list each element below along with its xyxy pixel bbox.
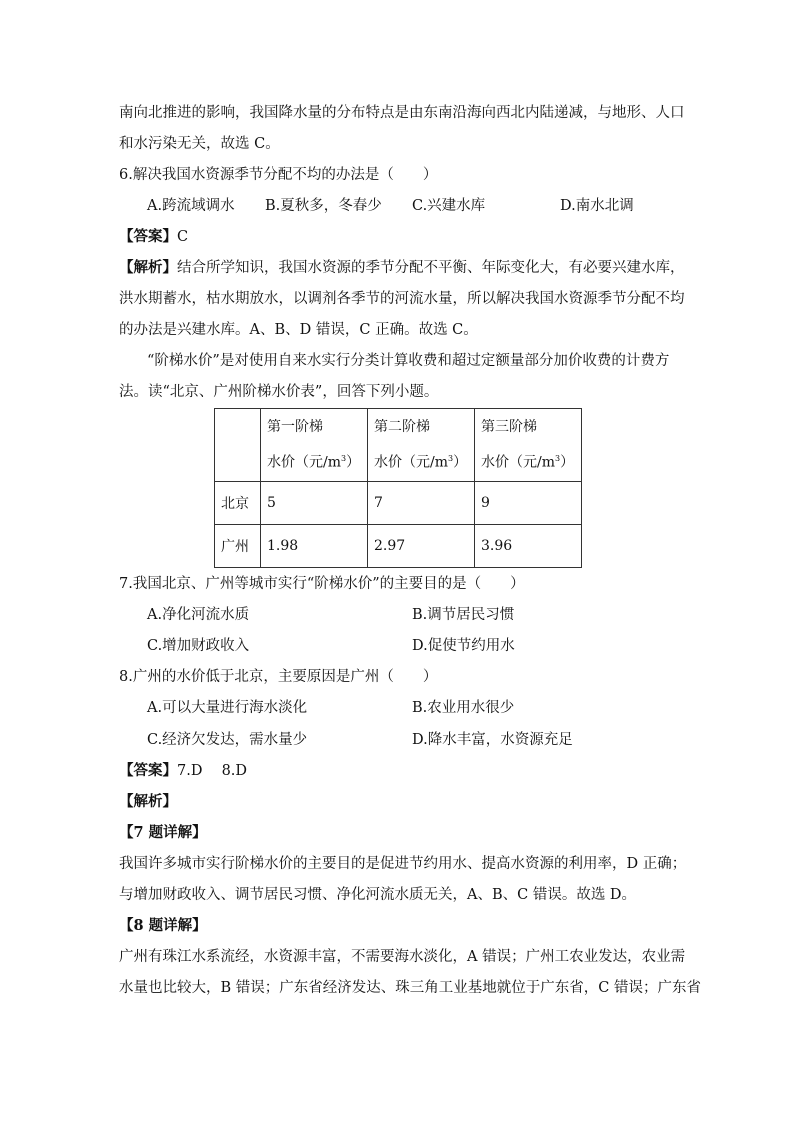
q6-analysis-line: 洪水期蓄水，枯水期放水，以调剂各季节的河流水量，所以解决我国水资源季节分配不均	[119, 291, 685, 307]
table-header-cell: 第二阶梯 水价（元$/m^3$）	[368, 409, 475, 482]
q6-option-a: A.跨流域调水	[147, 198, 235, 214]
q6-option-b: B.夏秋多，冬春少	[265, 198, 382, 214]
table-city-cell: 北京	[215, 482, 261, 525]
q6-option-d: D.南水北调	[560, 198, 634, 214]
question-8-stem: 8.广州的水价低于北京，主要原因是广州（ ）	[119, 669, 438, 685]
q6-option-c: C.兴建水库	[412, 198, 486, 214]
table-corner-cell	[215, 409, 261, 482]
q6-answer	[119, 227, 188, 247]
answer-label: 【答案】	[119, 228, 177, 245]
table-header-cell: 第一阶梯 水价（元$/m^3$）	[261, 409, 368, 482]
detail-8-line: 广州有珠江水系流经，水资源丰富，不需要海水淡化，A 错误；广州工农业发达，农业需	[119, 949, 686, 965]
answer-label: 【答案】	[119, 762, 177, 779]
table-city-cell: 广州	[215, 525, 261, 568]
table-row	[215, 525, 582, 568]
q8-option-c: C.经济欠发达，需水量少	[147, 732, 308, 748]
analysis-text: 结合所学知识，我国水资源的季节分配不平衡、年际变化大，有必要兴建水库，	[177, 260, 685, 276]
analysis-heading: 【解析】	[119, 793, 177, 810]
water-price-table	[214, 408, 582, 568]
detail-7-heading: 【7 题详解】	[119, 824, 207, 841]
table-cell: 3.96	[475, 525, 582, 568]
q8-option-d: D.降水丰富，水资源充足	[412, 732, 573, 748]
table-row	[215, 482, 582, 525]
q6-analysis-line: 的办法是兴建水库。A、B、D 错误，C 正确。故选 C。	[119, 322, 478, 338]
paragraph-line: 和水污染无关，故选 C。	[119, 136, 280, 152]
detail-8-line: 水量也比较大，B 错误；广东省经济发达、珠三角工业基地就位于广东省，C 错误；广东省	[119, 980, 701, 996]
detail-7-line: 我国许多城市实行阶梯水价的主要目的是促进节约用水、提高水资源的利用率，D 正确；	[119, 856, 687, 872]
table-cell: 2.97	[368, 525, 475, 568]
q7-option-a: A.净化河流水质	[147, 607, 250, 623]
intro-line: “阶梯水价”是对使用自来水实行分类计算收费和超过定额量部分加价收费的计费方	[147, 353, 670, 369]
table-header-row	[215, 409, 582, 482]
detail-8-heading: 【8 题详解】	[119, 917, 207, 934]
q8-option-b: B.农业用水很少	[412, 700, 515, 716]
intro-line: 法。读“北京、广州阶梯水价表”，回答下列小题。	[119, 384, 439, 400]
q7-option-c: C.增加财政收入	[147, 638, 250, 654]
q7-option-b: B.调节居民习惯	[412, 607, 515, 623]
question-6-stem: 6.解决我国水资源季节分配不均的办法是（ ）	[119, 167, 438, 183]
answer-value: C	[177, 229, 189, 245]
q78-answer	[119, 761, 247, 781]
paragraph-line: 南向北推进的影响，我国降水量的分布特点是由东南沿海向西北内陆递减，与地形、人口	[119, 105, 685, 121]
table-cell: 1.98	[261, 525, 368, 568]
table-cell: 5	[261, 482, 368, 525]
analysis-label: 【解析】	[119, 259, 177, 276]
detail-7-line: 与增加财政收入、调节居民习惯、净化河流水质无关，A、B、C 错误。故选 D。	[119, 887, 637, 903]
table-header-cell: 第三阶梯 水价（元$/m^3$）	[475, 409, 582, 482]
table-cell: 7	[368, 482, 475, 525]
question-7-stem: 7.我国北京、广州等城市实行“阶梯水价”的主要目的是（ ）	[119, 576, 525, 592]
q6-analysis-line	[119, 258, 685, 278]
q8-option-a: A.可以大量进行海水淡化	[147, 700, 308, 716]
q7-option-d: D.促使节约用水	[412, 638, 515, 654]
answer-value: 7.D 8.D	[177, 763, 248, 779]
table-cell: 9	[475, 482, 582, 525]
